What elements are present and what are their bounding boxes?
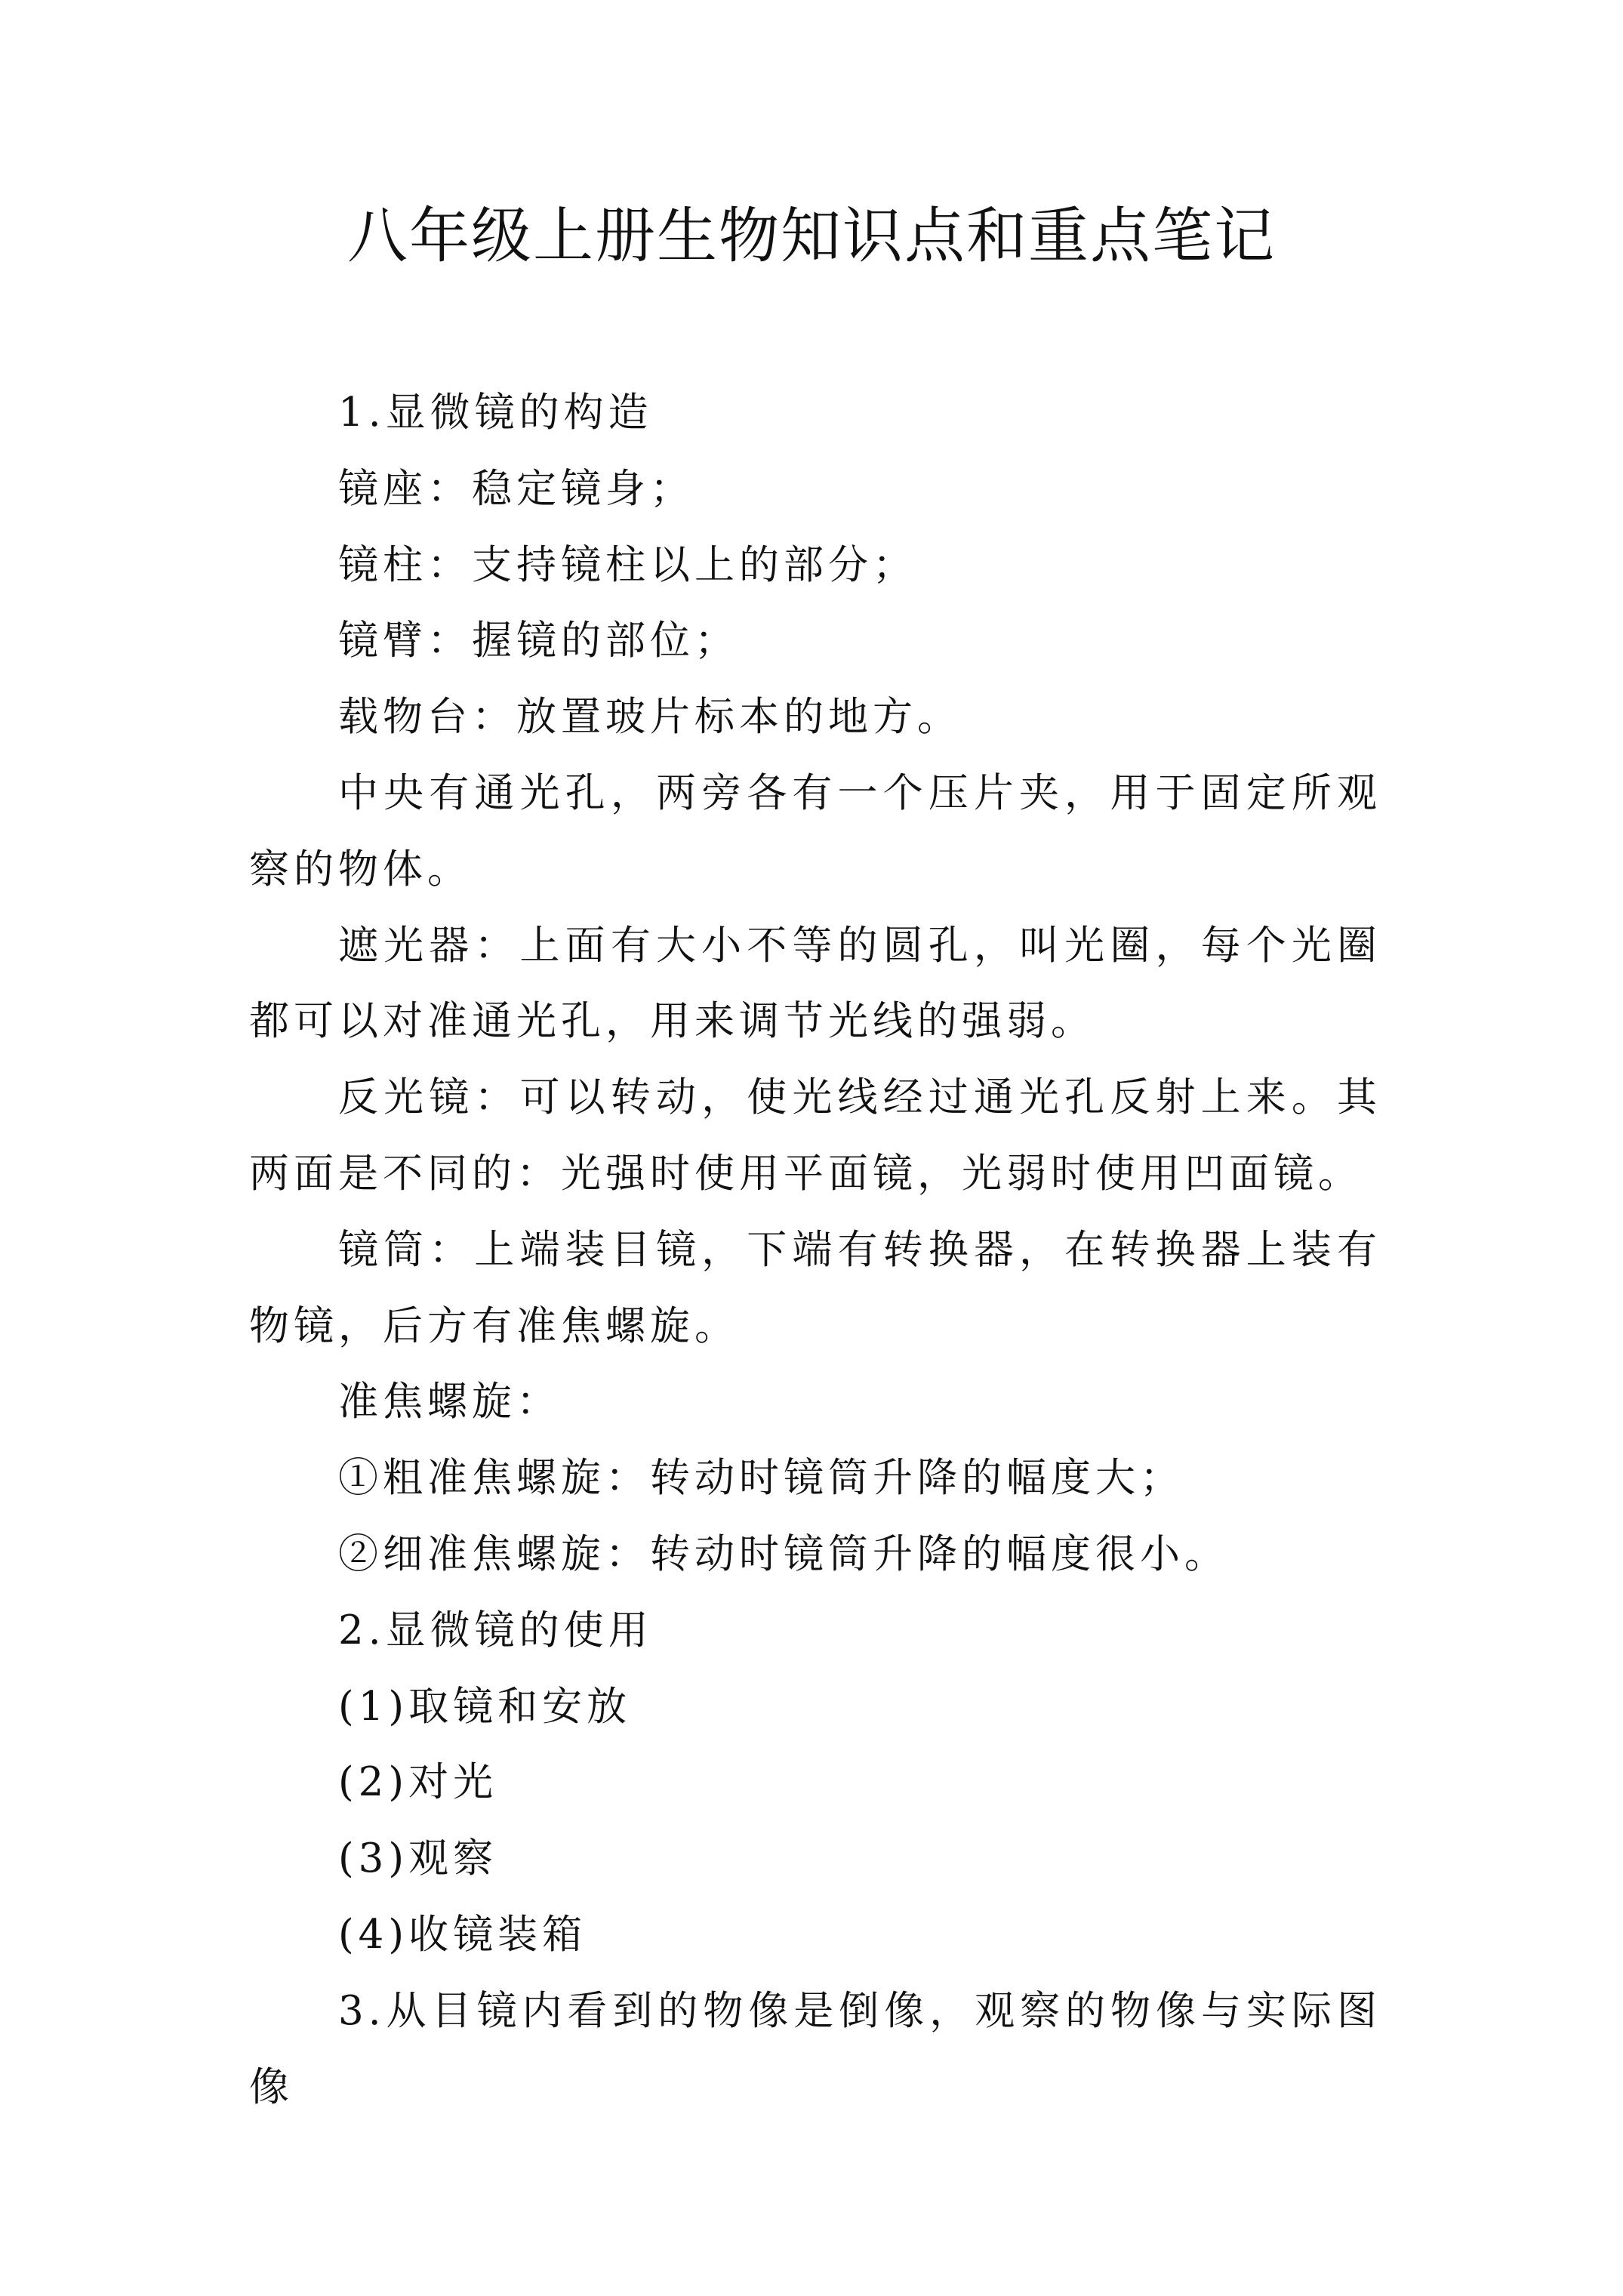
paragraph-fine-focus: ②细准焦螺旋：转动时镜筒升降的幅度很小。 [338, 1530, 1229, 1577]
document-body [249, 375, 1381, 2125]
paragraph-usage-step-1: (1)取镜和安放 [338, 1683, 632, 1730]
paragraph-arm: 镜臂：握镜的部位； [338, 618, 739, 664]
paragraph-stage: 载物台：放置玻片标本的地方。 [338, 694, 962, 741]
paragraph-usage-step-3: (3)观察 [338, 1835, 498, 1882]
paragraph-tube: 镜筒：上端装目镜，下端有转换器，在转换器上装有物镜，后方有准焦螺旋。 [249, 1226, 1381, 1349]
paragraph-microscope-structure-heading: 1.显微镜的构造 [338, 390, 653, 436]
paragraph-stage-detail: 中央有通光孔，两旁各有一个压片夹，用于固定所观察的物体。 [249, 769, 1381, 892]
paragraph-inverted-image: 3.从目镜内看到的物像是倒像，观察的物像与实际图像 [249, 1987, 1381, 2110]
paragraph-focus-knobs: 准焦螺旋： [338, 1379, 561, 1425]
paragraph-mirror: 反光镜：可以转动，使光线经过通光孔反射上来。其两面是不同的：光强时使用平面镜，光弱时使用凹面镜。 [249, 1074, 1381, 1197]
paragraph-base: 镜座：稳定镜身； [338, 465, 694, 512]
paragraph-pillar: 镜柱：支持镜柱以上的部分； [338, 541, 917, 588]
paragraph-coarse-focus: ①粗准焦螺旋：转动时镜筒升降的幅度大； [338, 1455, 1184, 1502]
document-title: 八年级上册生物知识点和重点笔记 [347, 201, 1276, 271]
paragraph-usage-step-2: (2)对光 [338, 1759, 498, 1806]
paragraph-diaphragm: 遮光器：上面有大小不等的圆孔，叫光圈，每个光圈都可以对准通光孔，用来调节光线的强弱。 [249, 922, 1381, 1045]
paragraph-usage-step-4: (4)收镜装箱 [338, 1911, 587, 1958]
paragraph-microscope-usage-heading: 2.显微镜的使用 [338, 1607, 653, 1653]
